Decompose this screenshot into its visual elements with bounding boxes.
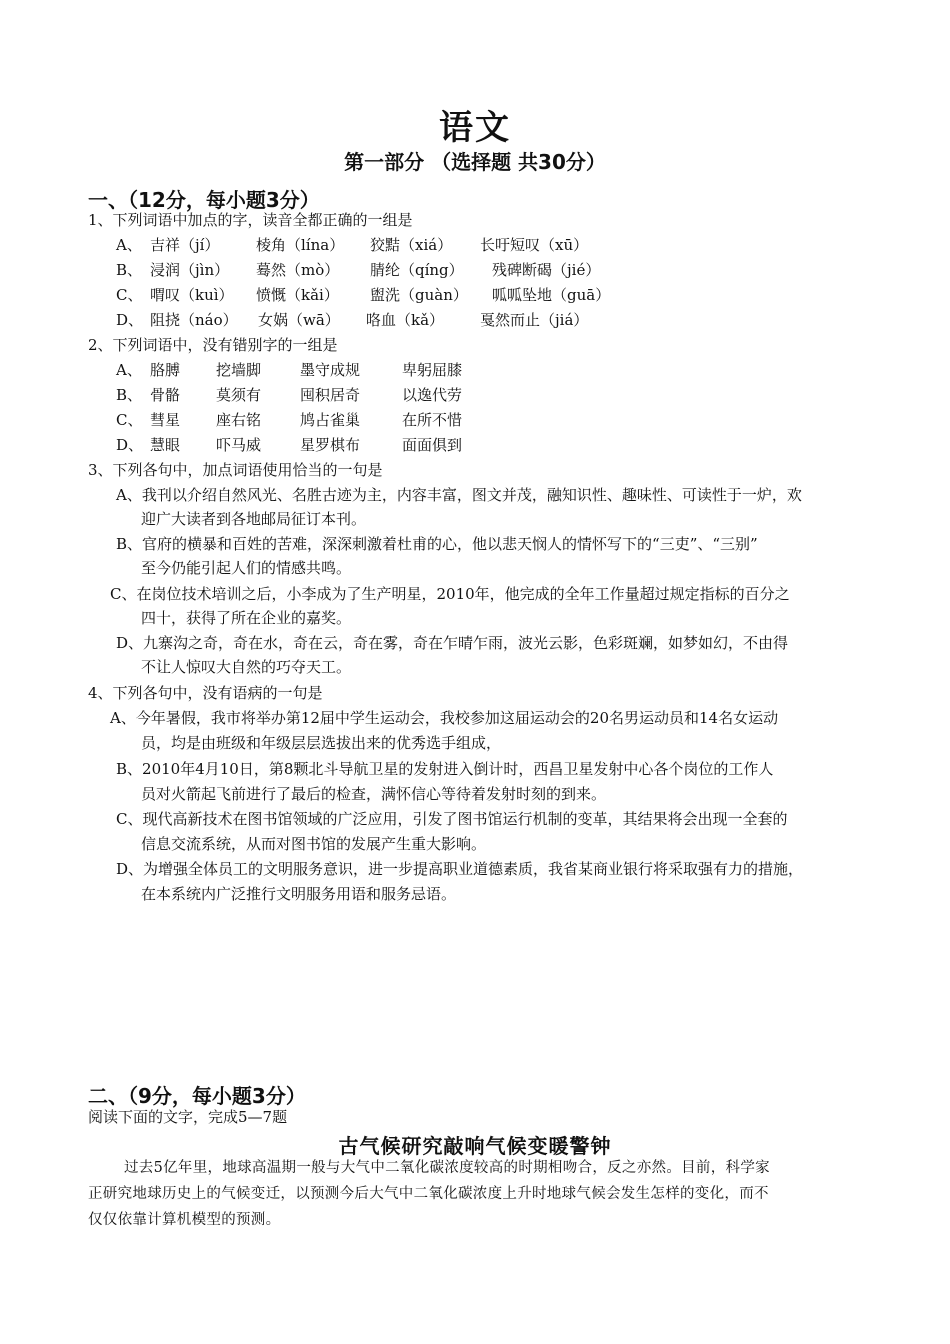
question-1-option-c: [116, 285, 610, 305]
question-1-option-d: [116, 310, 588, 330]
option-item: 吓马威: [216, 436, 262, 454]
question-4-option-d-cont: 在本系统内广泛推行文明服务用语和服务忌语。: [141, 885, 457, 903]
article-paragraph-line: 过去5亿年里，地球高温期一般与大气中二氧化碳浓度较高的时期相吻合，反之亦然。目前，科学家: [124, 1160, 770, 1176]
option-item: 卑躬屈膝: [402, 361, 463, 379]
question-1-option-b: [116, 260, 600, 280]
question-4-option-a: A、今年暑假，我市将举办第12届中学生运动会，我校参加这届运动会的20名男运动员和14名女运动: [110, 709, 779, 727]
option-item: 囤积居奇: [300, 386, 361, 404]
option-label: B、: [116, 261, 143, 279]
option-label: A、: [116, 361, 142, 379]
question-4-option-b: B、2010年4月10日，第8颗北斗导航卫星的发射进入倒计时，西昌卫星发射中心各个岗位的工作人: [116, 760, 774, 778]
option-item: 面面俱到: [402, 436, 463, 454]
question-4-option-c-cont: 信息交流系统，从而对图书馆的发展产生重大影响。: [141, 835, 487, 853]
option-item: 在所不惜: [402, 411, 463, 429]
section-2-heading: 二、（9分，每小题3分）: [88, 1084, 306, 1108]
option-label: A、: [116, 236, 142, 254]
question-1-stem: 1、下列词语中加点的字，读音全都正确的一组是: [88, 211, 413, 229]
question-3-option-a: A、我刊以介绍自然风光、名胜古迹为主，内容丰富，图文并茂，融知识性、趣味性、可读性于一炉，欢: [116, 486, 802, 504]
option-label: C、: [116, 411, 143, 429]
option-item: 盥洗（guàn）: [370, 286, 468, 304]
option-item: 阻挠（náo）: [150, 311, 238, 329]
option-item: 残碑断碣（jié）: [492, 261, 601, 279]
option-item: 慧眼: [150, 436, 181, 454]
reading-instruction: 阅读下面的文字，完成5—7题: [88, 1108, 288, 1126]
option-item: 座右铭: [216, 411, 262, 429]
option-label: D、: [116, 436, 144, 454]
option-item: 星罗棋布: [300, 436, 361, 454]
question-4-stem: 4、下列各句中，没有语病的一句是: [88, 684, 323, 702]
option-label: B、: [116, 386, 143, 404]
option-item: 愤慨（kǎi）: [256, 286, 339, 304]
question-4-option-d: D、为增强全体员工的文明服务意识，进一步提高职业道德素质，我省某商业银行将采取强有力的措施，: [116, 860, 804, 878]
question-3-option-d: D、九寨沟之奇，奇在水，奇在云，奇在雾，奇在乍晴乍雨，波光云影，色彩斑斓，如梦如幻，不由得: [116, 634, 789, 652]
section-1-heading: 一、（12分，每小题3分）: [88, 188, 320, 212]
option-item: 骨骼: [150, 386, 181, 404]
question-3-option-c-cont: 四十，获得了所在企业的嘉奖。: [141, 609, 352, 627]
option-item: 狡黠（xiá）: [370, 236, 453, 254]
question-3-stem: 3、下列各句中，加点词语使用恰当的一句是: [88, 461, 383, 479]
page-title: 语文: [439, 108, 511, 148]
question-4-option-b-cont: 员对火箭起飞前进行了最后的检查，满怀信心等待着发射时刻的到来。: [141, 785, 607, 803]
question-3-option-d-cont: 不让人惊叹大自然的巧夺天工。: [141, 658, 352, 676]
option-item: 呱呱坠地（guā）: [492, 286, 611, 304]
option-item: 莫须有: [216, 386, 262, 404]
article-paragraph-line: 仅仅依靠计算机模型的预测。: [88, 1212, 281, 1228]
option-item: 挖墙脚: [216, 361, 262, 379]
option-item: 吉祥（jí）: [150, 236, 220, 254]
option-item: 浸润（jìn）: [150, 261, 230, 279]
option-item: 鸠占雀巢: [300, 411, 361, 429]
option-item: 以逸代劳: [402, 386, 463, 404]
article-title: 古气候研究敲响气候变暖警钟: [338, 1134, 612, 1158]
question-4-option-c: C、现代高新技术在图书馆领域的广泛应用，引发了图书馆运行机制的变革，其结果将会出现一全套的: [116, 810, 788, 828]
option-item: 女娲（wā）: [258, 311, 340, 329]
option-item: 戛然而止（jiá）: [480, 311, 589, 329]
question-3-option-a-cont: 迎广大读者到各地邮局征订本刊。: [141, 510, 367, 528]
article-paragraph-line: 正研究地球历史上的气候变迁，以预测今后大气中二氧化碳浓度上升时地球气候会发生怎样的变化，而不: [88, 1186, 769, 1202]
option-label: C、: [116, 286, 143, 304]
question-2-option-b: [116, 385, 462, 405]
option-item: 墨守成规: [300, 361, 361, 379]
question-3-option-c: C、在岗位技术培训之后，小李成为了生产明星，2010年，他完成的全年工作量超过规定指标的百分之: [110, 585, 790, 603]
question-3-option-b-cont: 至今仍能引起人们的情感共鸣。: [141, 559, 352, 577]
option-item: 棱角（lína）: [256, 236, 345, 254]
option-item: 胳膊: [150, 361, 181, 379]
question-4-option-a-cont: 员，均是由班级和年级层层选拔出来的优秀选手组成，: [141, 734, 502, 752]
option-item: 蓦然（mò）: [256, 261, 340, 279]
question-3-option-b: B、官府的横暴和百姓的苦难，深深刺激着杜甫的心，他以悲天悯人的情怀写下的“三吏”、“三别”: [116, 535, 758, 553]
option-item: 腈纶（qíng）: [370, 261, 464, 279]
question-1-option-a: [116, 235, 588, 255]
option-item: 长吁短叹（xū）: [480, 236, 589, 254]
option-label: D、: [116, 311, 144, 329]
option-item: 彗星: [150, 411, 181, 429]
question-2-option-c: [116, 410, 462, 430]
option-item: 咯血（kǎ）: [366, 311, 445, 329]
question-2-option-d: [116, 435, 462, 455]
option-item: 喟叹（kuì）: [150, 286, 234, 304]
question-2-option-a: [116, 360, 462, 380]
part-subtitle: 第一部分 （选择题 共30分）: [344, 150, 606, 174]
question-2-stem: 2、下列词语中，没有错别字的一组是: [88, 336, 338, 354]
